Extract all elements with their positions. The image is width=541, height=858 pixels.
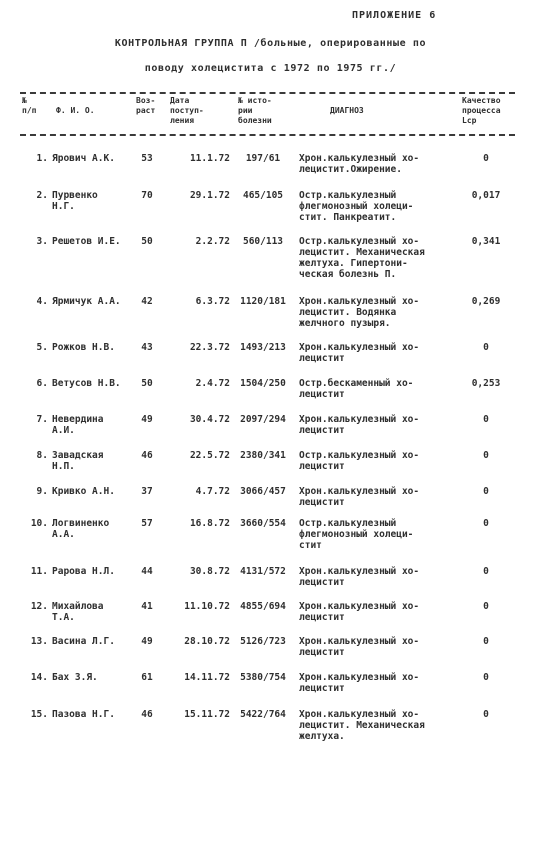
row-number: 14. <box>30 672 48 683</box>
case-history-number: 4131/572 <box>240 566 286 577</box>
admission-date: 28.10.72 <box>184 636 230 647</box>
admission-date: 15.11.72 <box>184 709 230 720</box>
case-history-number: 2097/294 <box>240 414 286 425</box>
patient-age: 42 <box>141 296 153 307</box>
admission-date: 22.5.72 <box>189 450 230 461</box>
header-name: Ф. И. О. <box>56 106 95 115</box>
admission-date: 4.7.72 <box>195 486 230 497</box>
row-number: 13. <box>30 636 48 647</box>
process-quality: 0 <box>483 636 489 647</box>
row-number: 5. <box>36 342 48 353</box>
patient-name: Решетов И.Е. <box>52 236 121 247</box>
patient-name: Невердина А.И. <box>52 414 104 436</box>
case-history-number: 5126/723 <box>240 636 286 647</box>
diagnosis-text: Остр.бескаменный хо- лецистит <box>299 378 414 400</box>
patient-name: Бах З.Я. <box>52 672 98 683</box>
process-quality: 0,341 <box>471 236 501 247</box>
case-history-number: 2380/341 <box>240 450 286 461</box>
header-date: Дата поступ- ления <box>170 96 204 125</box>
row-number: 1. <box>36 153 48 164</box>
process-quality: 0 <box>483 486 489 497</box>
patient-name: Васина Л.Г. <box>52 636 115 647</box>
appendix-label: ПРИЛОЖЕНИЕ 6 <box>352 10 437 21</box>
patient-name: Логвиненко А.А. <box>52 518 110 540</box>
admission-date: 30.4.72 <box>189 414 230 425</box>
process-quality: 0 <box>483 518 489 529</box>
row-number: 8. <box>36 450 48 461</box>
row-number: 15. <box>30 709 48 720</box>
patient-name: Ярмичук А.А. <box>52 296 121 307</box>
diagnosis-text: Остр.калькулезный флегмонозный холеци- стит <box>299 518 414 551</box>
patient-name: Ярович А.К. <box>52 153 115 164</box>
diagnosis-text: Хрон.калькулезный хо- лецистит <box>299 342 420 364</box>
patient-age: 41 <box>141 601 153 612</box>
row-number: 11. <box>30 566 48 577</box>
diagnosis-text: Остр.калькулезный хо- лецистит. Механическая желтуха. Гипертони- ческая болезнь П. <box>299 236 425 280</box>
diagnosis-text: Хрон.калькулезный хо- лецистит <box>299 486 420 508</box>
admission-date: 11.10.72 <box>184 601 230 612</box>
header-diagnosis: ДИАГНОЗ <box>330 106 364 115</box>
patient-age: 49 <box>141 414 153 425</box>
admission-date: 2.2.72 <box>195 236 230 247</box>
process-quality: 0 <box>483 601 489 612</box>
header-bottom-rule <box>20 134 515 136</box>
patient-name: Михайлова Т.А. <box>52 601 104 623</box>
patient-age: 46 <box>141 450 153 461</box>
header-num: № п/п <box>22 96 37 115</box>
case-history-number: 560/113 <box>242 236 284 247</box>
case-history-number: 3660/554 <box>240 518 286 529</box>
row-number: 2. <box>36 190 48 201</box>
diagnosis-text: Хрон.калькулезный хо- лецистит <box>299 601 420 623</box>
admission-date: 22.3.72 <box>189 342 230 353</box>
patient-age: 53 <box>141 153 153 164</box>
case-history-number: 1120/181 <box>240 296 286 307</box>
patient-name: Рожков Н.В. <box>52 342 115 353</box>
diagnosis-text: Хрон.калькулезный хо- лецистит. Механическая желтуха. <box>299 709 425 742</box>
admission-date: 2.4.72 <box>195 378 230 389</box>
diagnosis-text: Остр.калькулезный хо- лецистит <box>299 450 420 472</box>
case-history-number: 5422/764 <box>240 709 286 720</box>
diagnosis-text: Хрон.калькулезный хо- лецистит.Ожирение. <box>299 153 420 175</box>
patient-age: 37 <box>141 486 153 497</box>
diagnosis-text: Хрон.калькулезный хо- лецистит <box>299 566 420 588</box>
case-history-number: 1504/250 <box>240 378 286 389</box>
admission-date: 11.1.72 <box>189 153 230 164</box>
process-quality: 0 <box>483 566 489 577</box>
patient-age: 44 <box>141 566 153 577</box>
case-history-number: 5380/754 <box>240 672 286 683</box>
case-history-number: 465/105 <box>242 190 284 201</box>
patient-age: 46 <box>141 709 153 720</box>
process-quality: 0 <box>483 153 489 164</box>
patient-age: 57 <box>141 518 153 529</box>
row-number: 6. <box>36 378 48 389</box>
patient-age: 43 <box>141 342 153 353</box>
diagnosis-text: Хрон.калькулезный хо- лецистит <box>299 414 420 436</box>
patient-name: Кривко А.Н. <box>52 486 115 497</box>
patient-name: Ветусов Н.В. <box>52 378 121 389</box>
diagnosis-text: Хрон.калькулезный хо- лецистит. Водянка желчного пузыря. <box>299 296 420 329</box>
process-quality: 0 <box>483 709 489 720</box>
title-line-2: поводу холецистита с 1972 по 1975 гг./ <box>144 63 397 74</box>
admission-date: 14.11.72 <box>184 672 230 683</box>
header-quality: Качество процесса Lср <box>462 96 501 125</box>
case-history-number: 1493/213 <box>240 342 286 353</box>
header-top-rule <box>20 92 515 94</box>
header-history: № исто- рии болезни <box>238 96 272 125</box>
process-quality: 0 <box>483 414 489 425</box>
case-history-number: 4855/694 <box>240 601 286 612</box>
patient-name: Пурвенко Н.Г. <box>52 190 98 212</box>
row-number: 12. <box>30 601 48 612</box>
admission-date: 16.8.72 <box>189 518 230 529</box>
row-number: 4. <box>36 296 48 307</box>
patient-age: 50 <box>141 378 153 389</box>
title-line-1: КОНТРОЛЬНАЯ ГРУППА П /больные, оперированные по <box>114 38 427 49</box>
admission-date: 29.1.72 <box>189 190 230 201</box>
patient-name: Пазова Н.Г. <box>52 709 115 720</box>
patient-name: Рарова Н.Л. <box>52 566 115 577</box>
row-number: 7. <box>36 414 48 425</box>
patient-age: 70 <box>141 190 153 201</box>
patient-age: 49 <box>141 636 153 647</box>
patient-age: 50 <box>141 236 153 247</box>
admission-date: 30.8.72 <box>189 566 230 577</box>
diagnosis-text: Хрон.калькулезный хо- лецистит <box>299 672 420 694</box>
process-quality: 0,269 <box>471 296 501 307</box>
row-number: 3. <box>36 236 48 247</box>
admission-date: 6.3.72 <box>195 296 230 307</box>
case-history-number: 3066/457 <box>240 486 286 497</box>
row-number: 9. <box>36 486 48 497</box>
patient-name: Завадская Н.П. <box>52 450 104 472</box>
process-quality: 0 <box>483 672 489 683</box>
row-number: 10. <box>30 518 48 529</box>
diagnosis-text: Хрон.калькулезный хо- лецистит <box>299 636 420 658</box>
process-quality: 0,017 <box>471 190 501 201</box>
diagnosis-text: Остр.калькулезный флегмонозный холеци- стит. Панкреатит. <box>299 190 414 223</box>
process-quality: 0 <box>483 450 489 461</box>
header-age: Воз- раст <box>136 96 156 115</box>
process-quality: 0 <box>483 342 489 353</box>
patient-age: 61 <box>141 672 153 683</box>
case-history-number: 197/61 <box>245 153 281 164</box>
process-quality: 0,253 <box>471 378 501 389</box>
